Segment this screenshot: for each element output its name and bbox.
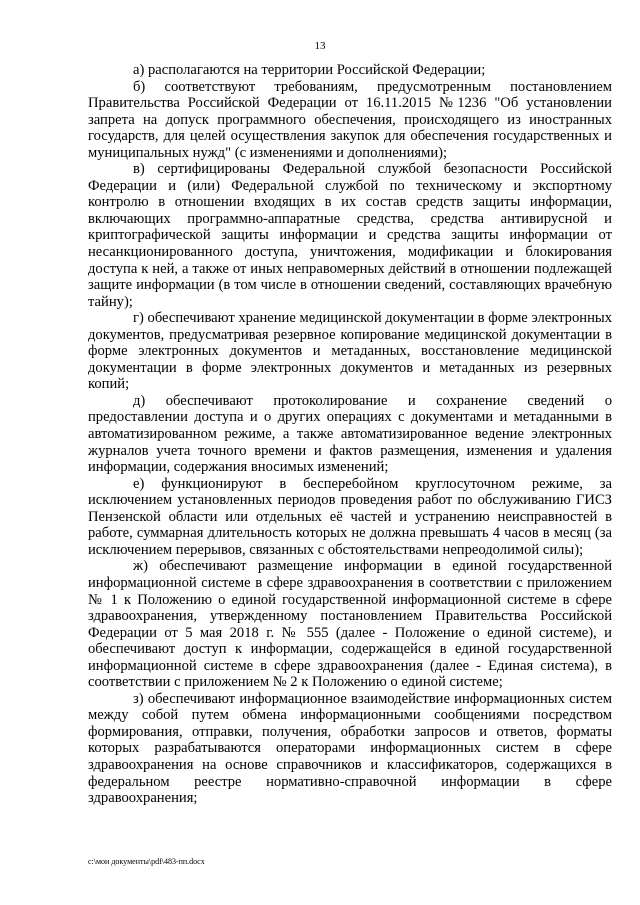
paragraph-b: б) соответствуют требованиям, предусмотренным постановлением Правительства Российской Федерации от 16.11.2015 №1236 "Об установлении запрета на допуск программного обеспечения, происходящего из иностранных государств, для целей осуществления закупок для обеспечения государственных и муниципальных нужд" (с изменениями и дополнениями); xyxy=(88,78,612,161)
paragraph-e: е) функционируют в бесперебойном круглосуточном режиме, за исключением установленных периодов проведения работ по обслуживанию ГИСЗ Пензенской области или отдельных её частей и устранению неисправностей в работе, суммарная длительность которых не должна превышать 4 часов в месяц (за исключением перерывов, связанных с обстоятельствами непреодолимой силы); xyxy=(88,475,612,558)
paragraph-zh: ж) обеспечивают размещение информации в единой государственной информационной системе в сфере здравоохранения в соответствии с приложением № 1 к Положению о единой государственной информационной системе в сфере здравоохранения, утвержденному постановлением Правительства Российской Федерации от 5 мая 2018 г. № 555 (далее - Положение о единой системе), и обеспечивают доступ к информации, содержащейся в единой государственной информационной системе в сфере здравоохранения (далее - Единая система), в соответствии с приложением № 2 к Положению о единой системе; xyxy=(88,558,612,691)
document-body xyxy=(88,62,612,807)
file-path-footer: c:\мои документы\pdf\483-пп.docx xyxy=(88,857,205,866)
paragraph-d: д) обеспечивают протоколирование и сохранение сведений о предоставлении доступа и о других операциях с документами и метаданными в автоматизированном режиме, а также автоматизированное ведение электронных журналов учета точного времени и фактов размещения, изменения и удаления информации, содержания вносимых изменений; xyxy=(88,392,612,476)
paragraph-v: в) сертифицированы Федеральной службой безопасности Российской Федерации и (или) Федеральной службой по техническому и экспортному контролю в отношении входящих в их состав средств защиты информации, включающих программно-аппаратные средства, средства антивирусной и криптографической защиты информации и средства защиты информации от несанкционированного доступа, уничтожения, модификации и блокирования доступа к ней, а также от иных неправомерных действий в отношении подлежащей защите информации (в том числе в отношении сведений, составляющих врачебную тайну); xyxy=(88,161,612,310)
paragraph-g: г) обеспечивают хранение медицинской документации в форме электронных документов, предусматривая резервное копирование медицинской документации в форме электронных документов и метаданных, восстановление медицинской документации в форме электронных документов и метаданных из резервных копий; xyxy=(88,310,612,393)
page-number: 13 xyxy=(314,40,326,52)
paragraph-a: а) располагаются на территории Российской Федерации; xyxy=(133,62,486,78)
paragraph-z: з) обеспечивают информационное взаимодействие информационных систем между собой путем обмена информационными сообщениями посредством формирования, отправки, получения, обработки запросов и ответов, форматы которых разрабатываются операторами информационных систем в сфере здравоохранения на основе справочников и классификаторов, содержащихся в федеральном реестре нормативно-справочной информации в сфере здравоохранения; xyxy=(88,690,612,807)
